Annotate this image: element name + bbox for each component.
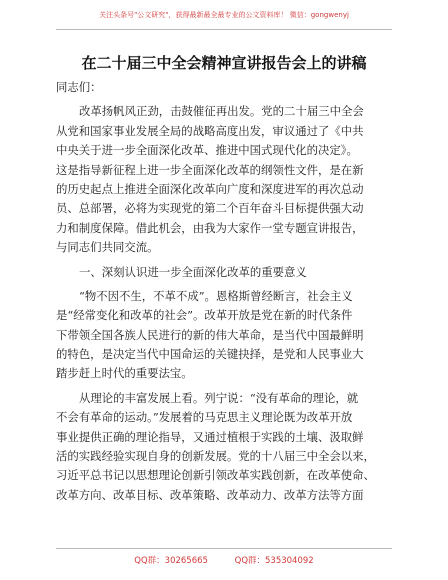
text-line: 的特色，是决定当代中国命运的关键抉择，是党和人民事业大 <box>56 347 364 362</box>
header-divider <box>56 29 392 30</box>
text-line: 是“经常变化和改革的社会”。改革开放是党在新的时代条件 <box>56 308 353 323</box>
footer-divider <box>56 548 392 549</box>
text-line: 中央关于进一步全面深化改革、推进中国式现代化的决定》。 <box>56 143 358 158</box>
text-line: 与同志们共同交流。 <box>56 240 159 255</box>
footer-qq-group-1: QQ群：30265665 <box>134 556 208 566</box>
text-line: 事业提供正确的理论指导，又通过植根于实践的土壤、汲取鲜 <box>56 429 364 444</box>
text-line: 不会有革命的运动。”发展着的马克思主义理论既为改革开放 <box>56 410 353 425</box>
paragraph-theory <box>56 389 392 505</box>
header-note: 关注头条号"公文研究"，获得最新最全最专业的公文资料库！ 微信：gongwenyj <box>99 11 349 19</box>
text-line: “物不因不生，不革不成”。恩格斯曾经断言，社会主义 <box>79 288 353 303</box>
section-heading <box>56 263 392 282</box>
paragraph-reform-significance <box>56 287 392 384</box>
text-line: 下带领全国各族人民进行的新的伟大革命，是当代中国最鲜明 <box>56 327 364 342</box>
text-line: 改革扬帆风正劲，击鼓催征再出发。党的二十届三中全会 <box>79 104 364 119</box>
text-line: 活的实践经验实现自身的创新发展。党的十八届三中全会以来， <box>56 449 375 464</box>
document-title: 在二十届三中全会精神宣讲报告会上的讲稿 <box>81 54 367 72</box>
text-line: 踏步赶上时代的重要法宝。 <box>56 366 193 381</box>
text-line: 的历史起点上推进全面深化改革向广度和深度进军的再次总动 <box>56 181 364 196</box>
text-line: 习近平总书记以思想理论创新引领改革实践创新，在改革使命、 <box>56 468 375 483</box>
document-body <box>56 78 392 510</box>
salutation: 同志们： <box>56 80 102 94</box>
text-line: 从党和国家事业发展全局的战略高度出发，审议通过了《中共 <box>56 123 364 138</box>
text-line: 员、总部署，必将为实现党的第二个百年奋斗目标提供强大动 <box>56 201 364 216</box>
text-line: 这是指导新征程上进一步全面深化改革的纲领性文件，是在新 <box>56 162 364 177</box>
section-heading-text: 一、深刻认识进一步全面深化改革的重要意义 <box>79 264 307 279</box>
paragraph-intro <box>56 102 392 257</box>
text-line: 改革方向、改革目标、改革策略、改革动力、改革方法等方面 <box>56 487 364 502</box>
text-line: 力和制度保障。借此机会，由我为大家作一堂专题宣讲报告， <box>56 220 364 235</box>
text-line: 从理论的丰富发展上看。列宁说：“没有革命的理论，就 <box>79 390 359 405</box>
footer <box>0 554 448 566</box>
footer-qq-group-2: QQ群：535304092 <box>234 556 314 566</box>
